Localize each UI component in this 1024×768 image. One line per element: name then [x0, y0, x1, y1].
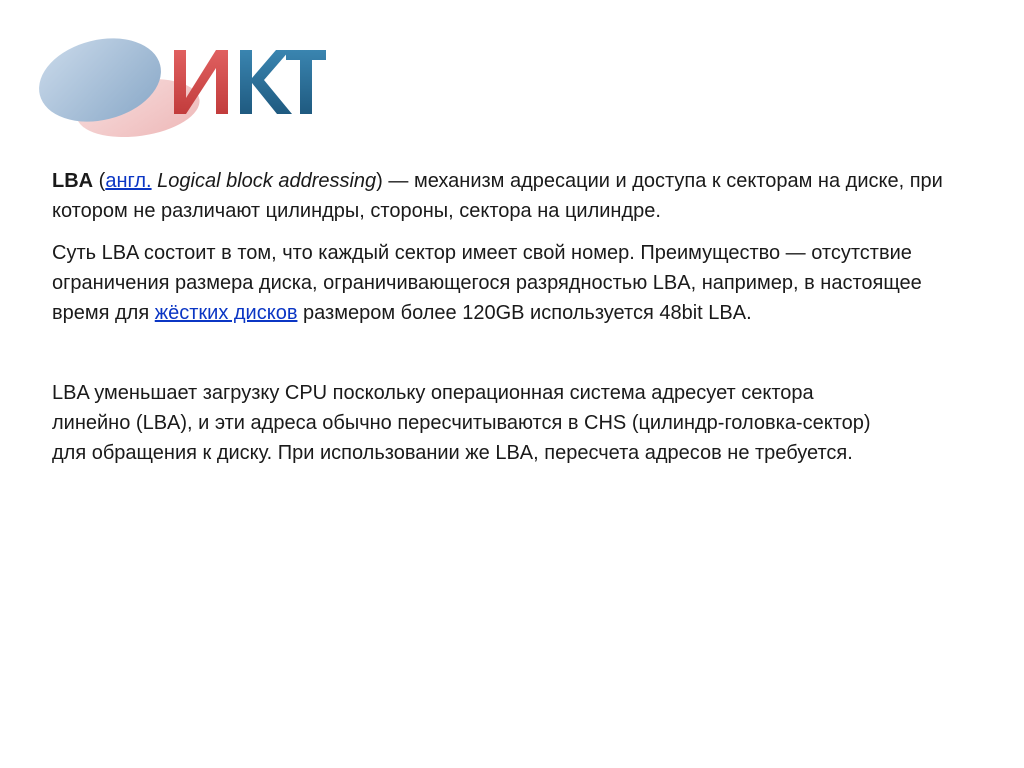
- logo-letter-k: [240, 50, 292, 114]
- paragraph-essence: [52, 238, 972, 328]
- term-lba: LBA: [52, 170, 94, 192]
- logo-letter-t: [286, 50, 326, 114]
- ikt-logo-graphic: [38, 28, 328, 140]
- open-paren: (: [93, 170, 106, 192]
- definition-text: ) — механизм адресации и доступа к секторам на диске, при котором не различают цилиндры, стороны, сектора на цилиндре.: [52, 170, 943, 222]
- paragraph-definition: [52, 166, 972, 226]
- logo-text: [38, 140, 39, 141]
- logo-letter-i: [174, 50, 228, 114]
- essence-text-part1: Суть LBA состоит в том, что каждый сектор имеет свой номер. Преимущество — отсутствие ограничения размера диска, ограничивающегося разрядностью LBA, например, в настоящее время для: [52, 242, 922, 324]
- foreign-term: Logical block addressing: [157, 170, 377, 192]
- hard-disks-link[interactable]: жёстких дисков: [154, 302, 298, 324]
- ikt-logo: [38, 28, 328, 140]
- paragraph-cpu: LBA уменьшает загрузку CPU поскольку операционная система адресует сектора линейно (LBA), и эти адреса обычно пересчитываются в CHS (цилиндр-головка-сектор) для обращения к диску. При использовании же LBA, пересчета адресов не требуется.: [52, 382, 871, 464]
- essence-text-part2: размером более 120GB используется 48bit LBA.: [297, 302, 752, 324]
- main-content: [52, 166, 972, 468]
- lang-link[interactable]: англ.: [105, 170, 152, 192]
